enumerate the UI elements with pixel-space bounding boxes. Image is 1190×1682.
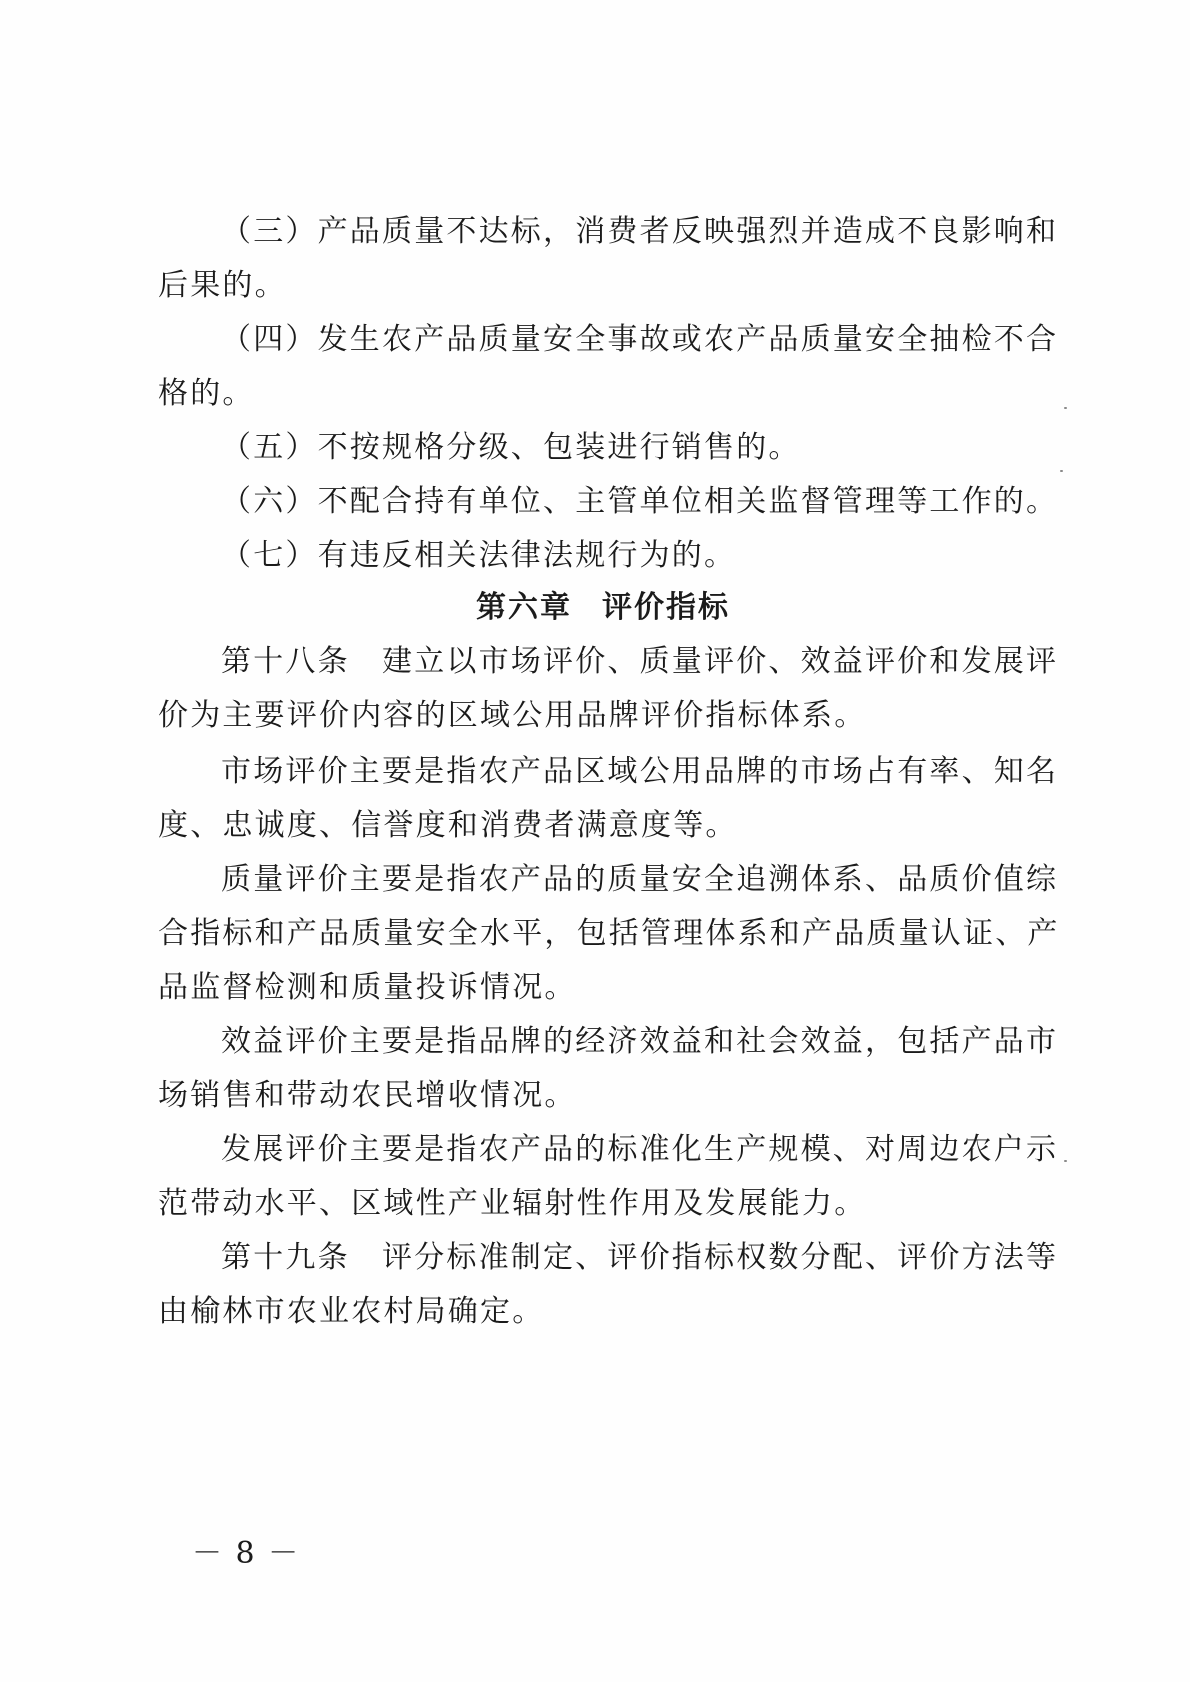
quality-evaluation-line-1: 质量评价主要是指农产品的质量安全追溯体系、品质价值综: [221, 862, 1059, 897]
item-4-line-2: 格的。: [158, 376, 255, 411]
chapter-number: 第六章: [476, 590, 572, 625]
scan-speck: [1064, 1160, 1067, 1162]
article-18-line-2: 价为主要评价内容的区域公用品牌评价指标体系。: [158, 698, 867, 733]
market-evaluation-line-1: 市场评价主要是指农产品区域公用品牌的市场占有率、知名: [221, 754, 1059, 789]
development-evaluation-line-2: 范带动水平、区域性产业辐射性作用及发展能力。: [158, 1186, 867, 1221]
article-19-line-1: 第十九条 评分标准制定、评价指标权数分配、评价方法等: [221, 1240, 1059, 1275]
item-3-line-1: （三）产品质量不达标，消费者反映强烈并造成不良影响和: [221, 214, 1059, 249]
article-18-line-1: 第十八条 建立以市场评价、质量评价、效益评价和发展评: [221, 644, 1059, 679]
development-evaluation-line-1: 发展评价主要是指农产品的标准化生产规模、对周边农户示: [221, 1132, 1059, 1167]
chapter-heading: [158, 588, 1048, 628]
quality-evaluation-line-3: 品监督检测和质量投诉情况。: [158, 970, 577, 1005]
article-19-line-2: 由榆林市农业农村局确定。: [158, 1294, 545, 1329]
benefit-evaluation-line-2: 场销售和带动农民增收情况。: [158, 1078, 577, 1113]
page-number: － 8 －: [192, 1536, 301, 1571]
item-7: （七）有违反相关法律法规行为的。: [221, 538, 737, 573]
item-4-line-1: （四）发生农产品质量安全事故或农产品质量安全抽检不合: [221, 322, 1059, 357]
scan-speck: [1060, 470, 1063, 472]
item-3-line-2: 后果的。: [158, 268, 287, 303]
market-evaluation-line-2: 度、忠诚度、信誉度和消费者满意度等。: [158, 808, 738, 843]
benefit-evaluation-line-1: 效益评价主要是指品牌的经济效益和社会效益，包括产品市: [221, 1024, 1059, 1059]
scan-speck: [1064, 407, 1067, 409]
item-5: （五）不按规格分级、包装进行销售的。: [221, 430, 801, 465]
chapter-title: 评价指标: [602, 590, 730, 625]
quality-evaluation-line-2: 合指标和产品质量安全水平，包括管理体系和产品质量认证、产: [158, 916, 1060, 951]
item-6: （六）不配合持有单位、主管单位相关监督管理等工作的。: [221, 484, 1059, 519]
